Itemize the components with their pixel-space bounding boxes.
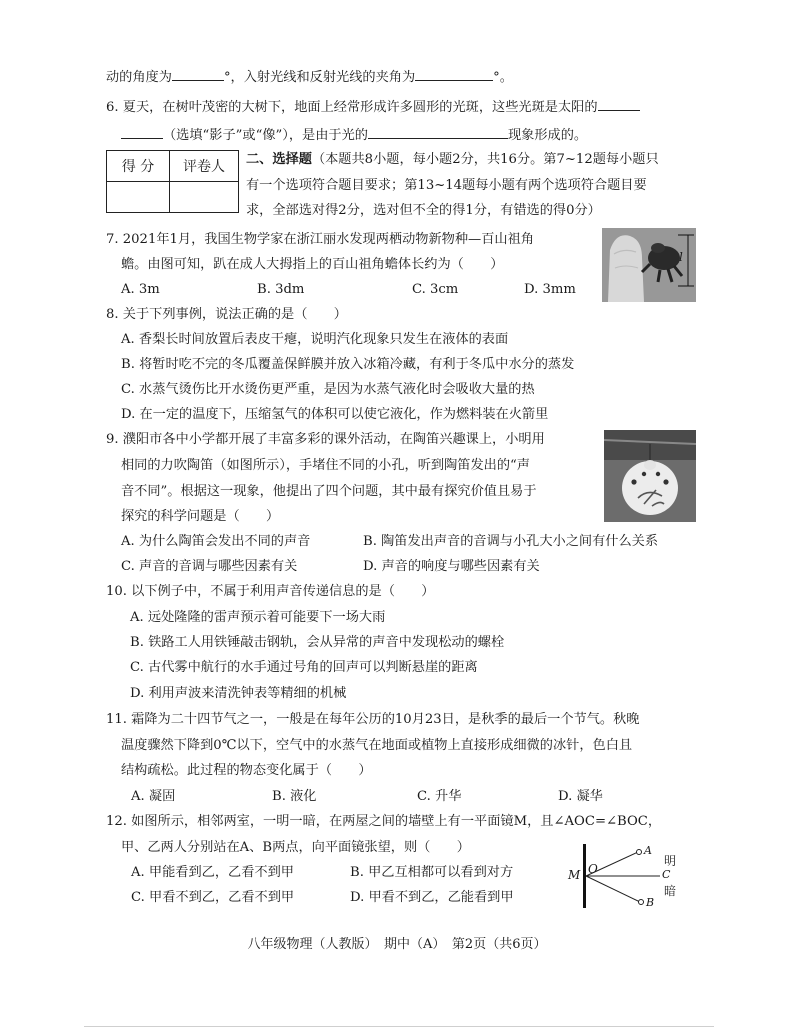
- q9-option-a: A. 为什么陶笛会发出不同的声音: [121, 534, 311, 549]
- q9-line-2: 相同的力吹陶笛（如图所示），手堵住不同的小孔，听到陶笛发出的“声: [121, 458, 530, 473]
- q12-option-c: C. 甲看不到乙，乙看不到甲: [131, 890, 295, 905]
- page-footer: 八年级物理（人教版） 期中（A） 第2页（共6页）: [247, 937, 547, 952]
- answer-blank: [121, 124, 163, 139]
- q7-line-2: 蟾。由图可知，趴在成人大拇指上的百山祖角蟾体长约为（ ）: [121, 257, 504, 272]
- length-label: l: [679, 250, 683, 264]
- q9-line-3: 音不同”。根据这一现象，他提出了四个问题，其中最有探究价值且易于: [121, 484, 537, 499]
- mirror-diagram-lines: [566, 838, 696, 914]
- mirror-diagram: [566, 838, 696, 914]
- q7-option-c: C. 3cm: [412, 282, 459, 297]
- q12-option-b: B. 甲乙互相都可以看到对方: [350, 865, 514, 880]
- q8-option-c: C. 水蒸气烫伤比开水烫伤更严重，是因为水蒸气液化时会吸收大量的热: [121, 382, 535, 397]
- q5-text-1: 动的角度为: [106, 70, 172, 85]
- q5-text-3: °。: [493, 70, 513, 85]
- q12-line-2: 甲、乙两人分别站在A、B两点，向平面镜张望，则（ ）: [121, 840, 470, 855]
- q8-option-a: A. 香梨长时间放置后表皮干瘪，说明汽化现象只发生在液体的表面: [121, 332, 509, 347]
- q8-option-b: B. 将暂时吃不完的冬瓜覆盖保鲜膜并放入冰箱冷藏，有利于冬瓜中水分的蒸发: [121, 357, 575, 372]
- label-b: B: [646, 896, 655, 909]
- q5-text-2: °，入射光线和反射光线的夹角为: [223, 70, 416, 85]
- score-cell: [107, 182, 170, 213]
- q9-line-4: 探究的科学问题是（ ）: [121, 509, 280, 524]
- q10-option-d: D. 利用声波来清洗钟表等精细的机械: [130, 686, 347, 701]
- q11-line-2: 温度骤然下降到0℃以下，空气中的水蒸气在地面或植物上直接形成细微的冰针，色白且: [121, 738, 633, 753]
- label-o: O: [588, 862, 598, 876]
- q8-stem: 8. 关于下列事例，说法正确的是（ ）: [106, 307, 347, 322]
- q11-option-c: C. 升华: [417, 789, 462, 804]
- q11-line-3: 结构疏松。此过程的物态变化属于（ ）: [121, 763, 372, 778]
- answer-blank: [172, 66, 224, 81]
- section-2-line-3: 求，全部选对得2分，选对但不全的得1分，有错选的得0分）: [246, 203, 601, 218]
- q11-option-a: A. 凝固: [131, 789, 176, 804]
- ocarina-photo: [604, 430, 696, 522]
- q5-continuation: [106, 66, 513, 88]
- label-a: A: [644, 844, 652, 857]
- label-dark: 暗: [664, 884, 677, 898]
- answer-blank: [598, 96, 640, 111]
- answer-blank: [415, 66, 493, 81]
- ocarina-image: [604, 430, 696, 522]
- score-table: [106, 150, 239, 213]
- q9-option-c: C. 声音的音调与哪些因素有关: [121, 559, 298, 574]
- grader-cell: [170, 182, 239, 213]
- q10-option-b: B. 铁路工人用铁锤敲击钢轨，会从异常的声音中发现松动的螺栓: [130, 635, 505, 650]
- q11-line-1: 11. 霜降为二十四节气之一，一般是在每年公历的10月23日，是秋季的最后一个节气。秋晚: [106, 712, 640, 727]
- section-title: 二、选择题: [246, 152, 312, 167]
- thumb-frog-image: [602, 228, 696, 302]
- section-2-line-1: 二、选择题（本题共8小题，每小题2分，共16分。第7~12题每小题只: [246, 152, 659, 167]
- bottom-divider: [84, 1026, 714, 1027]
- q6-line-1: 6. 夏天，在树叶茂密的大树下，地面上经常形成许多圆形的光斑，这些光斑是太阳的: [106, 96, 640, 118]
- label-bright: 明: [664, 854, 677, 868]
- q9-option-b: B. 陶笛发出声音的音调与小孔大小之间有什么关系: [363, 534, 659, 549]
- q9-option-d: D. 声音的响度与哪些因素有关: [363, 559, 540, 574]
- q10-stem: 10. 以下例子中，不属于利用声音传递信息的是（ ）: [106, 584, 435, 599]
- q7-line-1: 7. 2021年1月，我国生物学家在浙江丽水发现两栖动物新物种—百山祖角: [106, 232, 534, 247]
- q7-option-b: B. 3dm: [257, 282, 305, 297]
- q11-option-b: B. 液化: [272, 789, 317, 804]
- thumb-frog-photo: [602, 228, 696, 302]
- q12-option-d: D. 甲看不到乙，乙能看到甲: [350, 890, 514, 905]
- q10-option-c: C. 古代雾中航行的水手通过号角的回声可以判断悬崖的距离: [130, 660, 478, 675]
- q9-line-1: 9. 濮阳市各中小学都开展了丰富多彩的课外活动，在陶笛兴趣课上，小明用: [106, 432, 545, 447]
- q7-option-a: A. 3m: [121, 282, 160, 297]
- score-header: 得 分: [107, 151, 170, 182]
- q11-option-d: D. 凝华: [558, 789, 603, 804]
- answer-blank: [368, 124, 508, 139]
- q10-option-a: A. 远处隆隆的雷声预示着可能要下一场大雨: [130, 610, 386, 625]
- label-m: M: [568, 868, 581, 882]
- section-2-line-2: 有一个选项符合题目要求；第13~14题每小题有两个选项符合题目要: [246, 178, 647, 193]
- grader-header: 评卷人: [170, 151, 239, 182]
- label-c: C: [662, 868, 671, 881]
- q7-option-d: D. 3mm: [524, 282, 576, 297]
- q6-line-2: （选填“影子”或“像”），是由于光的 现象形成的。: [121, 124, 587, 146]
- q12-option-a: A. 甲能看到乙，乙看不到甲: [131, 865, 294, 880]
- q12-line-1: 12. 如图所示，相邻两室，一明一暗，在两屋之间的墙壁上有一平面镜M，且∠AOC=∠BOC，: [106, 814, 662, 829]
- q8-option-d: D. 在一定的温度下，压缩氢气的体积可以使它液化，作为燃料装在火箭里: [121, 407, 549, 422]
